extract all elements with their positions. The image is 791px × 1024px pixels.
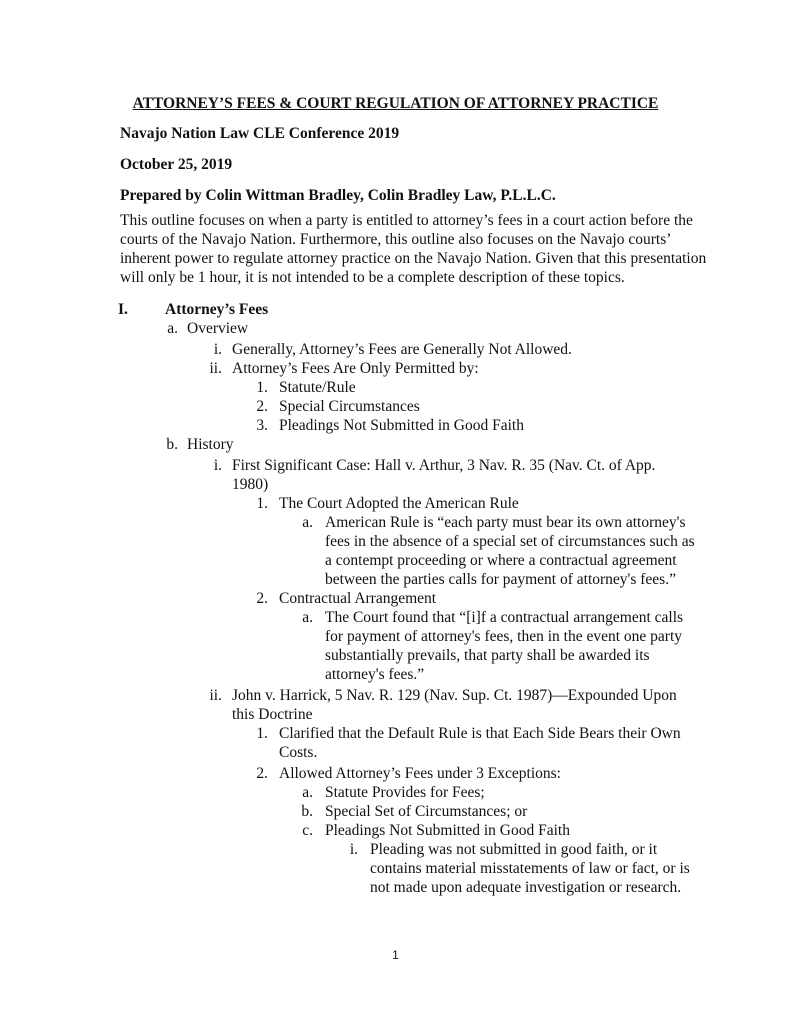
quote-line: fees in the absence of a special set of circumstances such as [325,533,695,550]
outline-item: Contractual Arrangement [279,590,437,607]
list-marker: i. [349,841,358,858]
conference-name: Navajo Nation Law CLE Conference 2019 [120,125,400,142]
list-marker: a. [302,609,313,626]
outline-item: Allowed Attorney’s Fees under 3 Exceptions: [279,765,561,782]
intro-paragraph [120,211,707,287]
list-marker: i. [213,341,222,358]
outline-item: Pleading was not submitted in good faith, or it [370,841,658,858]
list-marker: b. [301,803,313,820]
list-marker: 1. [256,495,268,512]
list-marker: a. [167,320,178,337]
outline-item: Clarified that the Default Rule is that Each Side Bears their Own [279,725,681,742]
outline-item: Pleadings Not Submitted in Good Faith [325,822,570,839]
list-marker: 2. [256,765,268,782]
intro-line: inherent power to regulate attorney practice on the Navajo Nation. Given that this presentation [120,250,707,267]
list-marker: 3. [256,417,268,434]
outline-item: John v. Harrick, 5 Nav. R. 129 (Nav. Sup. Ct. 1987)—Expounded Upon [232,687,677,704]
outline-item-continued: Costs. [279,744,318,761]
outline-item: History [187,436,234,453]
outline-item: Special Circumstances [279,398,420,415]
page-number: 1 [392,948,399,962]
outline-item: The Court Adopted the American Rule [279,495,519,512]
outline-item: Pleadings Not Submitted in Good Faith [279,417,524,434]
intro-line: courts of the Navajo Nation. Furthermore, this outline also focuses on the Navajo courts’ [120,231,672,248]
list-marker: i. [213,457,222,474]
outline-item: Generally, Attorney’s Fees are Generally Not Allowed. [232,341,572,358]
outline-item: Attorney’s Fees Are Only Permitted by: [232,360,479,377]
intro-line: This outline focuses on when a party is entitled to attorney’s fees in a court action before the [120,212,693,229]
outline-item-continued: not made upon adequate investigation or research. [370,879,682,896]
quote-line: a contempt proceeding or where a contractual agreement [325,552,677,569]
outline-item-continued: 1980) [232,476,269,493]
quote-line: attorney's fees.” [325,666,425,683]
outline-item: Statute Provides for Fees; [325,784,485,801]
list-marker: a. [302,784,313,801]
quote-line: between the parties calls for payment of attorney's fees.” [325,571,676,588]
outline-item: Special Set of Circumstances; or [325,803,528,820]
quote-line: for payment of attorney's fees, then in the event one party [325,628,683,645]
list-marker: 1. [256,725,268,742]
list-marker: 2. [256,590,268,607]
list-marker: ii. [209,687,222,704]
document-title: ATTORNEY’S FEES & COURT REGULATION OF ATTORNEY PRACTICE [132,95,659,112]
prepared-by: Prepared by Colin Wittman Bradley, Colin Bradley Law, P.L.L.C. [120,187,556,204]
outline-item: Statute/Rule [279,379,356,396]
outline-item: First Significant Case: Hall v. Arthur, 3 Nav. R. 35 (Nav. Ct. of App. [232,457,656,474]
outline-item-continued: this Doctrine [232,706,313,723]
list-marker: ii. [209,360,222,377]
list-marker: b. [166,436,178,453]
section-marker: I. [118,301,128,318]
list-marker: 2. [256,398,268,415]
quote-line: substantially prevails, that party shall be awarded its [325,647,650,664]
quote-line: The Court found that “[i]f a contractual arrangement calls [325,609,684,626]
list-marker: a. [302,514,313,531]
quote-line: American Rule is “each party must bear its own attorney's [325,514,686,531]
outline-item-continued: contains material misstatements of law or fact, or is [370,860,690,877]
list-marker: c. [302,822,313,839]
conference-date: October 25, 2019 [120,156,233,173]
section-heading: Attorney’s Fees [165,301,269,318]
list-marker: 1. [256,379,268,396]
outline-item: Overview [187,320,249,337]
intro-line: will only be 1 hour, it is not intended to be a complete description of these topics. [120,269,625,286]
